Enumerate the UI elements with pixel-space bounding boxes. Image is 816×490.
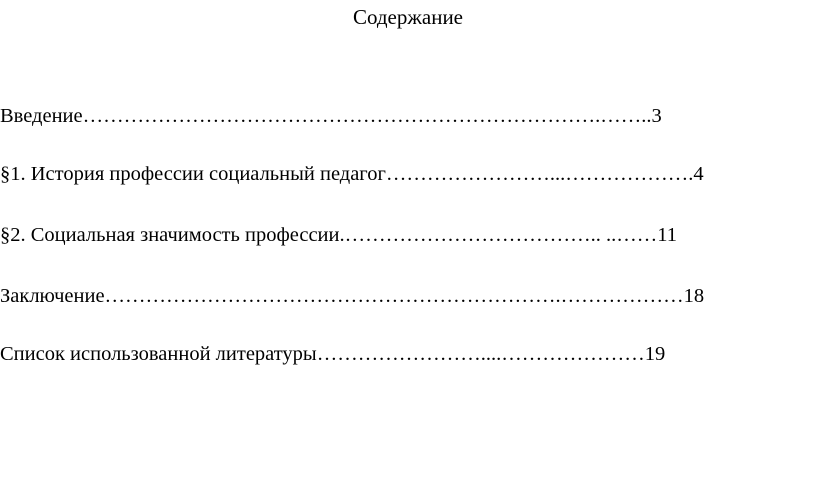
toc-entry-conclusion: Заключение………………………………………………………….………………18 [0, 285, 705, 307]
toc-entry-section-1: §1. История профессии социальный педагог……………………...……………….4 [0, 163, 704, 185]
toc-entry-section-2: §2. Социальная значимость профессии.……………………………….. ..……11 [0, 224, 677, 246]
toc-entry-references: Список использованной литературы……………………....…………………19 [0, 343, 666, 365]
page-title: Содержание [352, 5, 464, 29]
toc-entry-introduction: Введение………………………………………………………………….……..3 [0, 105, 662, 127]
